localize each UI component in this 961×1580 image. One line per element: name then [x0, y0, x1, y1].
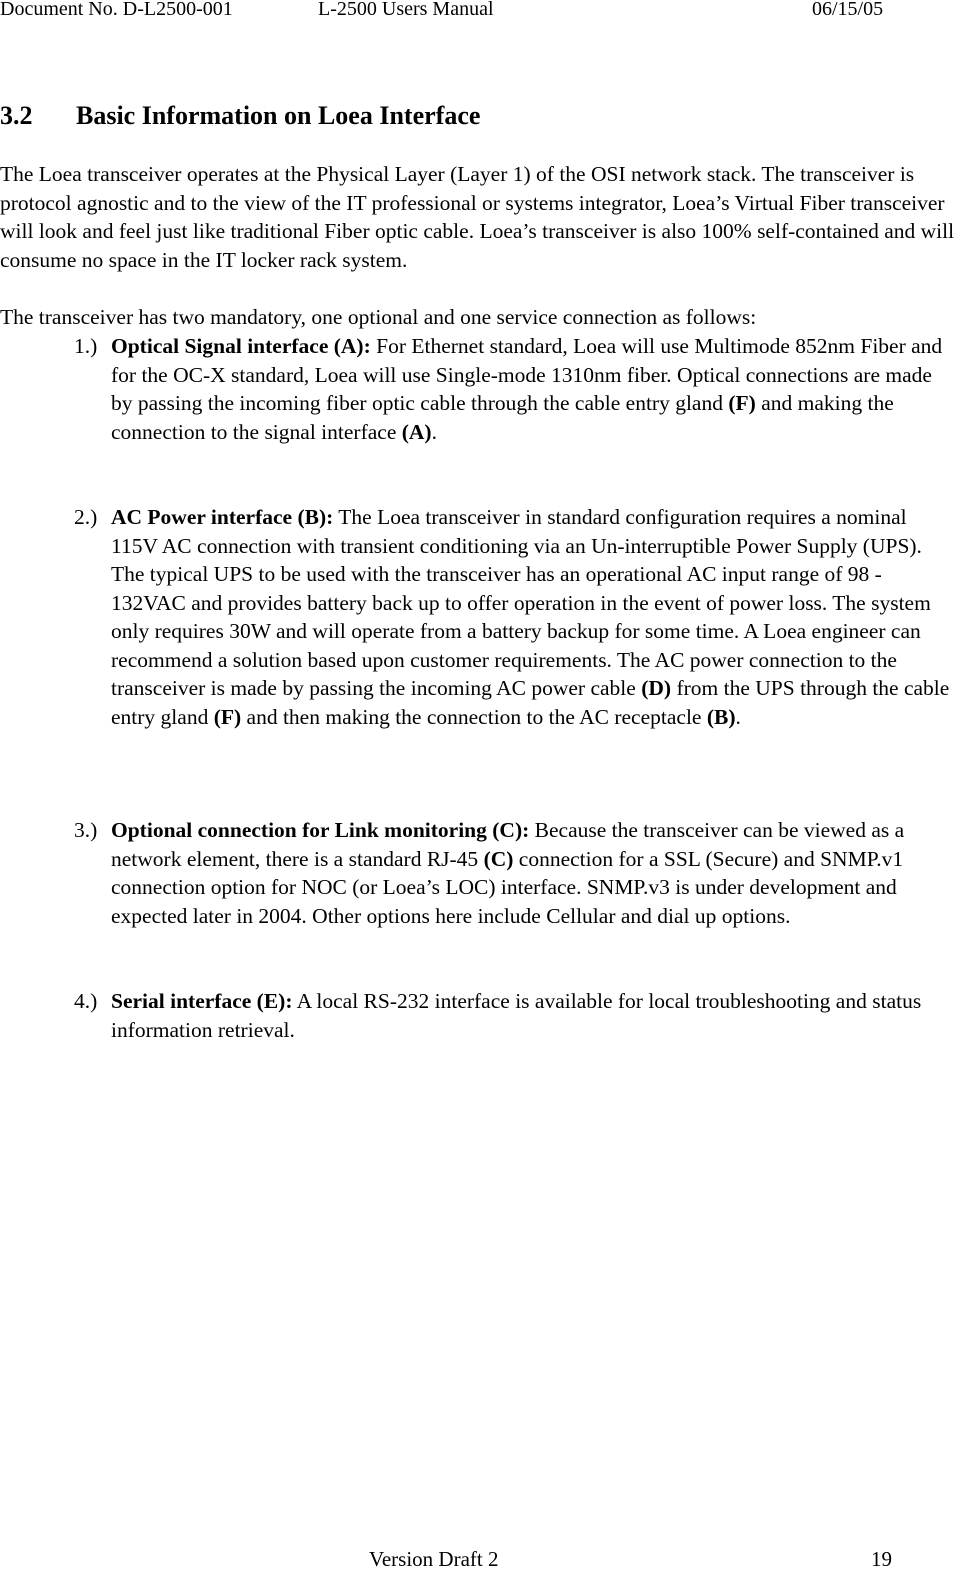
- list-item-ref: (A): [401, 419, 432, 444]
- list-item-number: 4.): [74, 989, 98, 1013]
- list-item-ref: (F): [213, 704, 242, 729]
- list-item-body: [111, 332, 958, 446]
- list-item-heading: AC Power interface (B):: [111, 505, 334, 529]
- section-number: 3.2: [0, 101, 33, 130]
- list-item-text: from the UPS through the cable entry gland: [111, 676, 950, 729]
- list-item-serial-interface: [74, 987, 958, 1044]
- list-item-text: and then making the connection to the AC receptacle: [241, 704, 707, 729]
- section-heading: [0, 100, 480, 132]
- list-item-number: 1.): [74, 334, 98, 358]
- manual-title: L-2500 Users Manual: [318, 0, 494, 20]
- list-item-heading: Serial interface (E):: [111, 989, 293, 1013]
- list-item-text: connection for a SSL (Secure) and SNMP.v1 connection option for NOC (or Loea’s LOC) interface. SNMP.v3 is under development and expected later in 2004. Other options here include Cellular and dial up options.: [111, 846, 904, 928]
- list-item-ref: (F): [728, 391, 756, 415]
- connections-intro-paragraph: The transceiver has two mandatory, one optional and one service connection as follows:: [0, 305, 757, 329]
- list-item-text: .: [431, 419, 437, 444]
- list-item-number: 3.): [74, 818, 98, 842]
- list-item-heading: Optical Signal interface (A):: [111, 334, 371, 358]
- page-header: [0, 0, 961, 23]
- version-label: Version Draft 2: [369, 1547, 499, 1571]
- list-item-body: [111, 816, 958, 930]
- intro-paragraph: The Loea transceiver operates at the Physical Layer (Layer 1) of the OSI network stack. The transceiver is protocol agnostic and to the view of the IT professional or systems integrator, Loea’s Virtual Fiber transceiver will look and feel just like traditional Fiber optic cable. Loea’s transceiver is also 100% self-contained and will consume no space in the IT locker rack system.: [0, 162, 955, 272]
- list-item-text: A local RS-232 interface is available for local troubleshooting and status information retrieval.: [111, 989, 922, 1042]
- document-number: Document No. D-L2500-001: [0, 0, 233, 20]
- document-date: 06/15/05: [812, 0, 884, 20]
- list-item-text: Because the transceiver can be viewed as a network element, there is a standard RJ-45: [111, 818, 905, 871]
- page-number: 19: [871, 1547, 892, 1571]
- list-item-heading: Optional connection for Link monitoring (C):: [111, 818, 530, 842]
- list-item-body: [111, 503, 958, 731]
- page-footer: [0, 1545, 961, 1575]
- list-item-optical-signal: [74, 332, 958, 446]
- list-item-ac-power: [74, 503, 958, 731]
- list-item-ref: (B): [706, 704, 736, 729]
- list-item-ref: (C): [483, 846, 514, 871]
- list-item-text: .: [735, 704, 741, 729]
- list-item-body: [111, 987, 958, 1044]
- list-item-text: The Loea transceiver in standard configuration requires a nominal 115V AC connection with transient conditioning via an Un-interruptible Power Supply (UPS). The typical UPS to be used with the transceiver has an operational AC input range of 98 - 132VAC and provides battery back up to offer operation in the event of power loss. The system only requires 30W and will operate from a battery backup for some time. A Loea engineer can recommend a solution based upon customer requirements. The AC power connection to the transceiver is made by passing the incoming AC power cable: [111, 505, 931, 700]
- list-item-number: 2.): [74, 505, 98, 529]
- section-title: Basic Information on Loea Interface: [76, 101, 481, 130]
- list-item-text: and making the connection to the signal interface: [111, 391, 894, 444]
- list-item-text: For Ethernet standard, Loea will use Multimode 852nm Fiber and for the OC-X standard, Loea will use Single-mode 1310nm fiber. Optical connections are made by passing the incoming fiber optic cable through the cable entry gland: [111, 334, 943, 415]
- list-item-ref: (D): [641, 676, 672, 700]
- list-item-link-monitoring: [74, 816, 958, 930]
